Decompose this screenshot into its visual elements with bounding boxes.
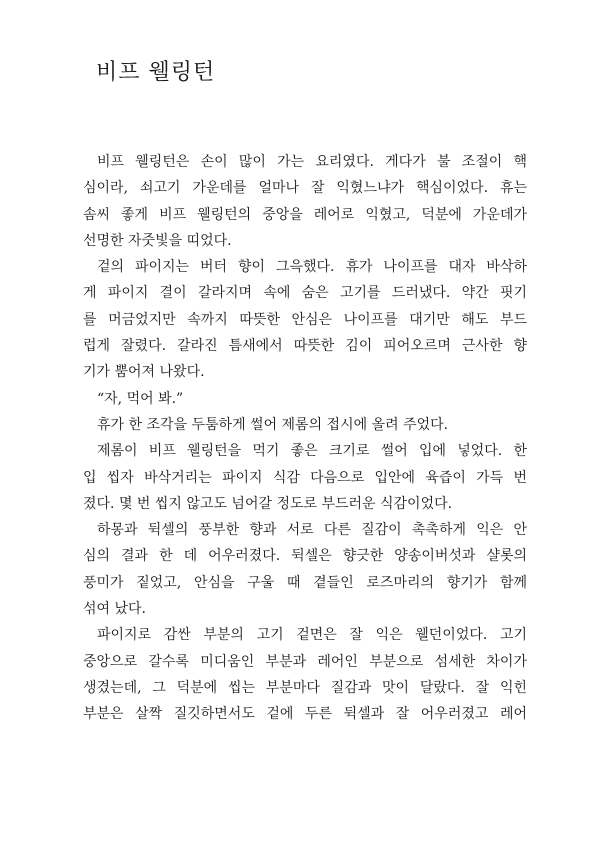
text-line: 게 파이지 결이 갈라지며 속에 숨은 고기를 드러냈다. 약간 핏기 <box>83 285 527 302</box>
text-line: 선명한 자줏빛을 띠었다. <box>83 232 232 249</box>
text-line: 섞여 났다. <box>83 601 146 618</box>
text-line: 중앙으로 갈수록 미디움인 부분과 레어인 부분으로 섬세한 차이가 <box>83 653 527 670</box>
text-line: 럽게 잘렸다. 갈라진 틈새에서 따뜻한 김이 피어오르며 근사한 향 <box>83 338 527 355</box>
text-line: 비프 웰링턴은 손이 많이 가는 요리였다. 게다가 불 조절이 핵 <box>97 154 527 170</box>
text-line: 솜씨 좋게 비프 웰링턴의 중앙을 레어로 익혔고, 덕분에 가운데가 <box>83 206 527 223</box>
text-line: 생겼는데, 그 덕분에 씹는 부분마다 질감과 맛이 달랐다. 잘 익힌 <box>83 679 527 696</box>
text-line: 제롬이 비프 웰링턴을 먹기 좋은 크기로 썰어 입에 넣었다. 한 <box>97 443 527 460</box>
text-line: 심이라, 쇠고기 가운데를 얼마나 잘 익혔느냐가 핵심이었다. 휴는 <box>83 180 527 197</box>
text-line: 하몽과 뒥셀의 풍부한 향과 서로 다른 질감이 촉촉하게 익은 안 <box>97 522 527 539</box>
body-text <box>83 149 527 728</box>
text-line: 풍미가 짙었고, 안심을 구울 때 곁들인 로즈마리의 향기가 함께 <box>83 574 527 591</box>
page-title: 비프 웰링턴 <box>96 60 216 85</box>
text-line: 졌다. 몇 번 씹지 않고도 넘어갈 정도로 부드러운 식감이었다. <box>83 495 453 512</box>
text-line: 부분은 살짝 질깃하면서도 겉에 두른 뒥셀과 잘 어우러졌고 레어 <box>83 706 527 723</box>
text-line: 휴가 한 조각을 두툼하게 썰어 제롬의 접시에 올려 주었다. <box>97 416 449 433</box>
text-line: 파이지로 감싼 부분의 고기 겉면은 잘 익은 웰던이었다. 고기 <box>97 627 527 644</box>
text-line: 기가 뿜어져 나왔다. <box>83 364 205 381</box>
text-line: 를 머금었지만 속까지 따뜻한 안심은 나이프를 대기만 해도 부드 <box>83 311 527 328</box>
text-line: “자, 먹어 봐.” <box>97 390 184 407</box>
text-line: 입 씹자 바삭거리는 파이지 식감 다음으로 입안에 육즙이 가득 번 <box>83 469 527 486</box>
text-line: 겉의 파이지는 버터 향이 그윽했다. 휴가 나이프를 대자 바삭하 <box>97 259 527 276</box>
text-line: 심의 결과 한 데 어우러졌다. 뒥셀은 향긋한 양송이버섯과 샬롯의 <box>83 548 527 565</box>
